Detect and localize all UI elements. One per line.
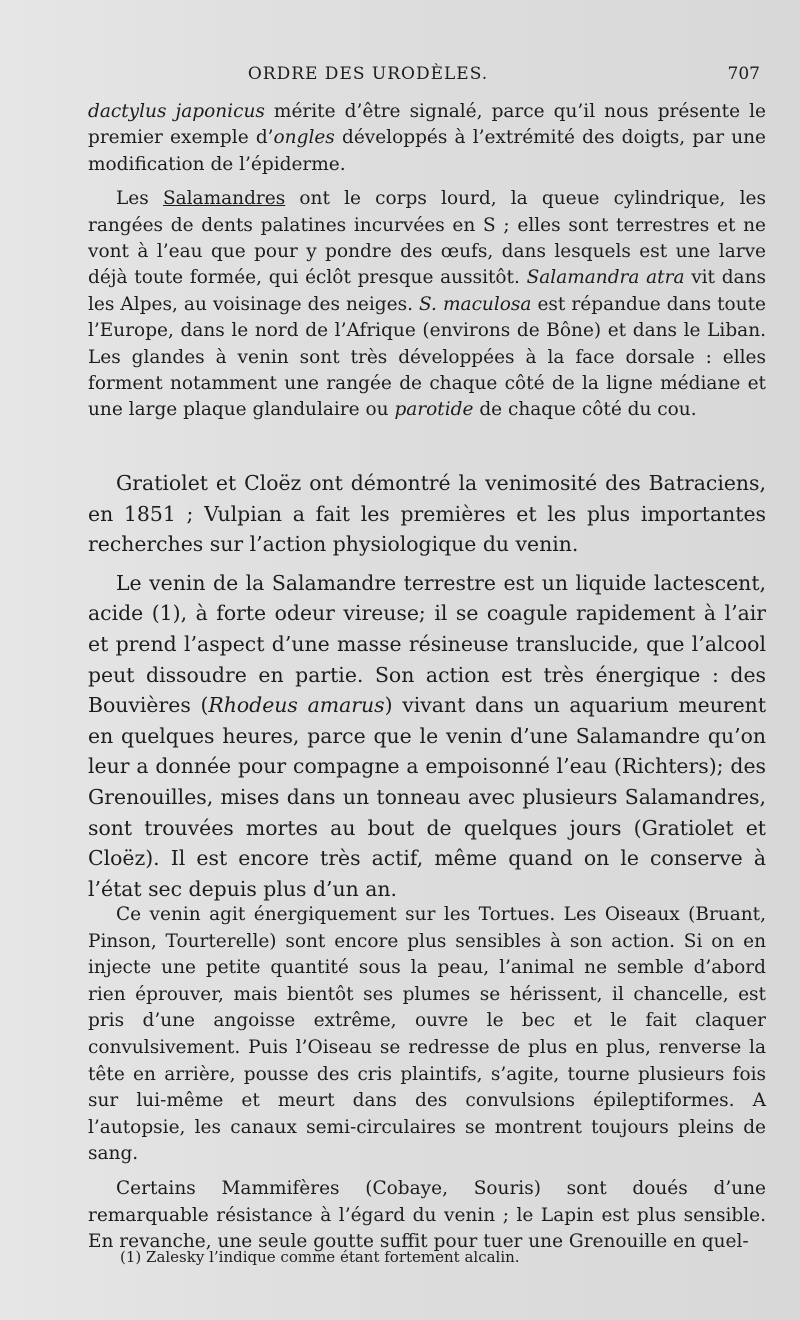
species-name: Rhodeus amarus — [208, 693, 385, 718]
text-block-small-bottom — [88, 902, 766, 1256]
running-title: ORDRE DES URODÈLES. — [247, 64, 489, 84]
text-block-large — [88, 468, 766, 904]
footnote: (1) Zalesky l’indique comme étant fortement alcalin. — [120, 1248, 520, 1266]
paragraph-venimosite: Gratiolet et Cloëz ont démontré la venimosité des Batraciens, en 1851 ; Vulpian a fait les premières et les plus importantes recherches sur l’action physiologique du venin. — [88, 471, 766, 557]
text-block-small-top — [88, 99, 766, 424]
species-name: dactylus japonicus — [88, 101, 265, 122]
page-header — [88, 62, 768, 88]
paragraph-dactylus: dactylus japonicus mérite d’être signalé, parce qu’il nous présente le premier exemple d’ongles développés à l’extrémité des doigts, par une modification de l’épiderme. — [88, 101, 767, 175]
paragraph-salamandres: Les Salamandres ont le corps lourd, la queue cylindrique, les rangées de dents palatines incurvées en S ; elles sont terrestres et ne vont à l’eau que pour y pondre des œufs, dans lesquels est une larve déjà toute formée, qui éclôt presque aussitôt. Salamandra atra vit dans les Alpes, au voisinage des neiges. S. maculosa est répandue dans toute l’Europe, dans le nord de l’Afrique (environs de Bône) et dans le Liban. Les glandes à venin sont très développées à la face dorsale : elles forment notamment une rangée de chaque côté de la ligne médiane et une large plaque glandulaire ou parotide de chaque côté du cou. — [88, 188, 766, 421]
paragraph-venin-salamandre: Le venin de la Salamandre terrestre est un liquide lactescent, acide (1), à forte odeur vireuse; il se coagule rapidement à l’air et prend l’aspect d’une masse résineuse translucide, que l’alcool peut dissoudre en partie. Son action est très énergique : des Bouvières (Rhodeus amarus) vivant dans un aquarium meurent en quelques heures, parce que le venin d’une Salamandre qu’on leur a donnée pour compagne a empoisonné l’eau (Richters); des Grenouilles, mises dans un tonneau avec plusieurs Salamandres, sont trouvées mortes au bout de quelques jours (Gratiolet et Cloëz). Il est encore très actif, même quand on le conserve à l’état sec depuis plus d’un an. — [88, 570, 767, 901]
page-number: 707 — [727, 64, 760, 84]
underlined-term: Salamandres — [162, 188, 286, 210]
paragraph-mammiferes: Certains Mammifères (Cobaye, Souris) sont doués d’une remarquable résistance à l’égard du venin ; le Lapin est plus sensible. En revanche, une seule goutte suffit pour tuer une Grenouille en quel- — [88, 1177, 766, 1253]
paragraph-oiseaux: Ce venin agit énergiquement sur les Tortues. Les Oiseaux (Bruant, Pinson, Tourterelle) sont encore plus sensibles à son action. Si on en injecte une petite quantité sous la peau, l’animal ne semble d’abord rien éprouver, mais bientôt ses plumes se hérissent, il chancelle, est pris d’une angoisse extrême, ouvre le bec et le fait claquer convulsivement. Puis l’Oiseau se redresse de plus en plus, renverse la tête en arrière, pousse des cris plaintifs, s’agite, tourne plusieurs fois sur lui-même et meurt dans des convulsions épileptiformes. A l’autopsie, les canaux semi-circulaires se montrent toujours pleins de sang. — [88, 904, 766, 1165]
